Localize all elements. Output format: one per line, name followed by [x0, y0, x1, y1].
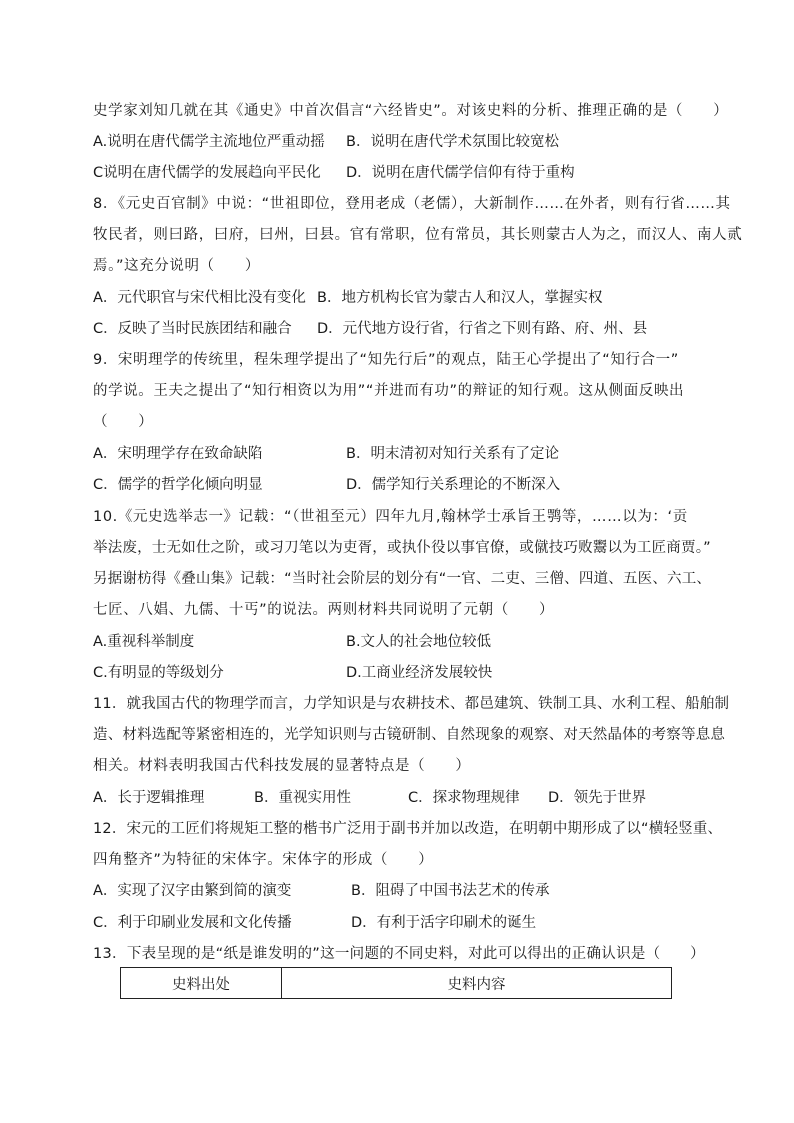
q8-stem-line: 8．《元史百官制》中说：“世祖即位，登用老成（老儒），大新制作……在外者，则有行省……其: [93, 196, 731, 212]
q10-option-d[interactable]: D.工商业经济发展较快: [346, 665, 493, 681]
q7-option-d[interactable]: D．说明在唐代儒学信仰有待于重构: [346, 165, 575, 181]
q9-stem-line: 9．宋明理学的传统里，程朱理学提出了“知先行后”的观点，陆王心学提出了“知行合一”: [93, 352, 679, 368]
q7-option-c[interactable]: C说明在唐代儒学的发展趋向平民化: [93, 165, 321, 181]
q9-stem-line: 的学说。王夫之提出了“知行相资以为用”“并进而有功”的辩证的知行观。这从侧面反映出: [93, 383, 685, 399]
q8-option-d[interactable]: D．元代地方设行省，行省之下则有路、府、州、县: [317, 321, 648, 337]
q12-option-b[interactable]: B．阻碍了中国书法艺术的传承: [351, 883, 550, 899]
q12-option-d[interactable]: D．有利于活字印刷术的诞生: [351, 915, 537, 931]
q12-stem-line: 四角整齐”为特征的宋体字。宋体字的形成（ ）: [93, 852, 434, 868]
q8-stem-line: 焉。”这充分说明（ ）: [93, 258, 260, 274]
q10-option-a[interactable]: A.重视科举制度: [93, 634, 195, 650]
q8-option-a[interactable]: A．元代职官与宋代相比没有变化: [93, 290, 306, 306]
q10-option-c[interactable]: C.有明显的等级划分: [93, 665, 224, 681]
q9-option-a[interactable]: A．宋明理学存在致命缺陷: [93, 446, 263, 462]
q7-option-a[interactable]: A.说明在唐代儒学主流地位严重动摇: [93, 134, 325, 150]
q10-stem-line: 七匠、八娼、九儒、十丐”的说法。两则材料共同说明了元朝（ ）: [93, 602, 555, 618]
q11-option-c[interactable]: C．探求物理规律: [408, 790, 520, 806]
q10-stem-line: 另据谢枋得《叠山集》记载：“当时社会阶层的划分有“一官、二吏、三僧、四道、五医、六工、: [93, 571, 712, 587]
q8-option-c[interactable]: C．反映了当时民族团结和融合: [93, 321, 292, 337]
q7-option-b[interactable]: B．说明在唐代学术氛围比较宽松: [346, 134, 559, 150]
q13-stem: 13．下表呈现的是“纸是谁发明的”这一问题的不同史料，对此可以得出的正确认识是（ ）: [93, 946, 705, 962]
q8-stem-line: 牧民者，则曰路，曰府，曰州，曰县。官有常职，位有常员，其长则蒙古人为之，而汉人、南人贰: [93, 227, 743, 243]
q10-stem-line: 举法废，士无如仕之阶，或习刀笔以为吏胥，或执仆役以事官僚，或僦技巧败鬻以为工匠商贾。”: [93, 540, 711, 556]
q8-option-b[interactable]: B．地方机构长官为蒙古人和汉人，掌握实权: [317, 290, 603, 306]
q11-option-a[interactable]: A．长于逻辑推理: [93, 790, 205, 806]
q11-option-b[interactable]: B．重视实用性: [254, 790, 351, 806]
q12-option-c[interactable]: C．利于印刷业发展和文化传播: [93, 915, 292, 931]
q11-stem-line: 相关。材料表明我国古代科技发展的显著特点是（ ）: [93, 758, 471, 774]
q7-stem: 史学家刘知几就在其《通史》中首次倡言“六经皆史”。对该史料的分析、推理正确的是（ ）: [93, 103, 729, 119]
q11-stem-line: 造、材料选配等紧密相连的，光学知识则与古镜研制、自然现象的观察、对天然晶体的考察等息息: [93, 727, 726, 743]
q9-option-c[interactable]: C．儒学的哲学化倾向明显: [93, 477, 263, 493]
source-table: [120, 967, 672, 999]
q10-stem-line: 10.《元史选举志一》记载：“（世祖至元）四年九月,翰林学士承旨王鹗等，……以为：‘贡: [93, 509, 688, 525]
table-header-source: 史料出处: [121, 968, 282, 999]
q9-stem-line: （ ）: [93, 414, 154, 430]
q11-option-d[interactable]: D．领先于世界: [548, 790, 647, 806]
q11-stem-line: 11．就我国古代的物理学而言，力学知识是与农耕技术、都邑建筑、铁制工具、水利工程、船舶制: [93, 696, 730, 712]
table-header-content: 史料内容: [282, 968, 672, 999]
q12-stem-line: 12．宋元的工匠们将规矩工整的楷书广泛用于副书并加以改造，在明朝中期形成了以“横轻竖重、: [93, 821, 723, 837]
q9-option-d[interactable]: D．儒学知行关系理论的不断深入: [346, 477, 561, 493]
q9-option-b[interactable]: B．明末清初对知行关系有了定论: [346, 446, 559, 462]
q10-option-b[interactable]: B.文人的社会地位较低: [346, 634, 492, 650]
q12-option-a[interactable]: A．实现了汉字由繁到简的演变: [93, 883, 292, 899]
table-header-row: [121, 968, 672, 999]
